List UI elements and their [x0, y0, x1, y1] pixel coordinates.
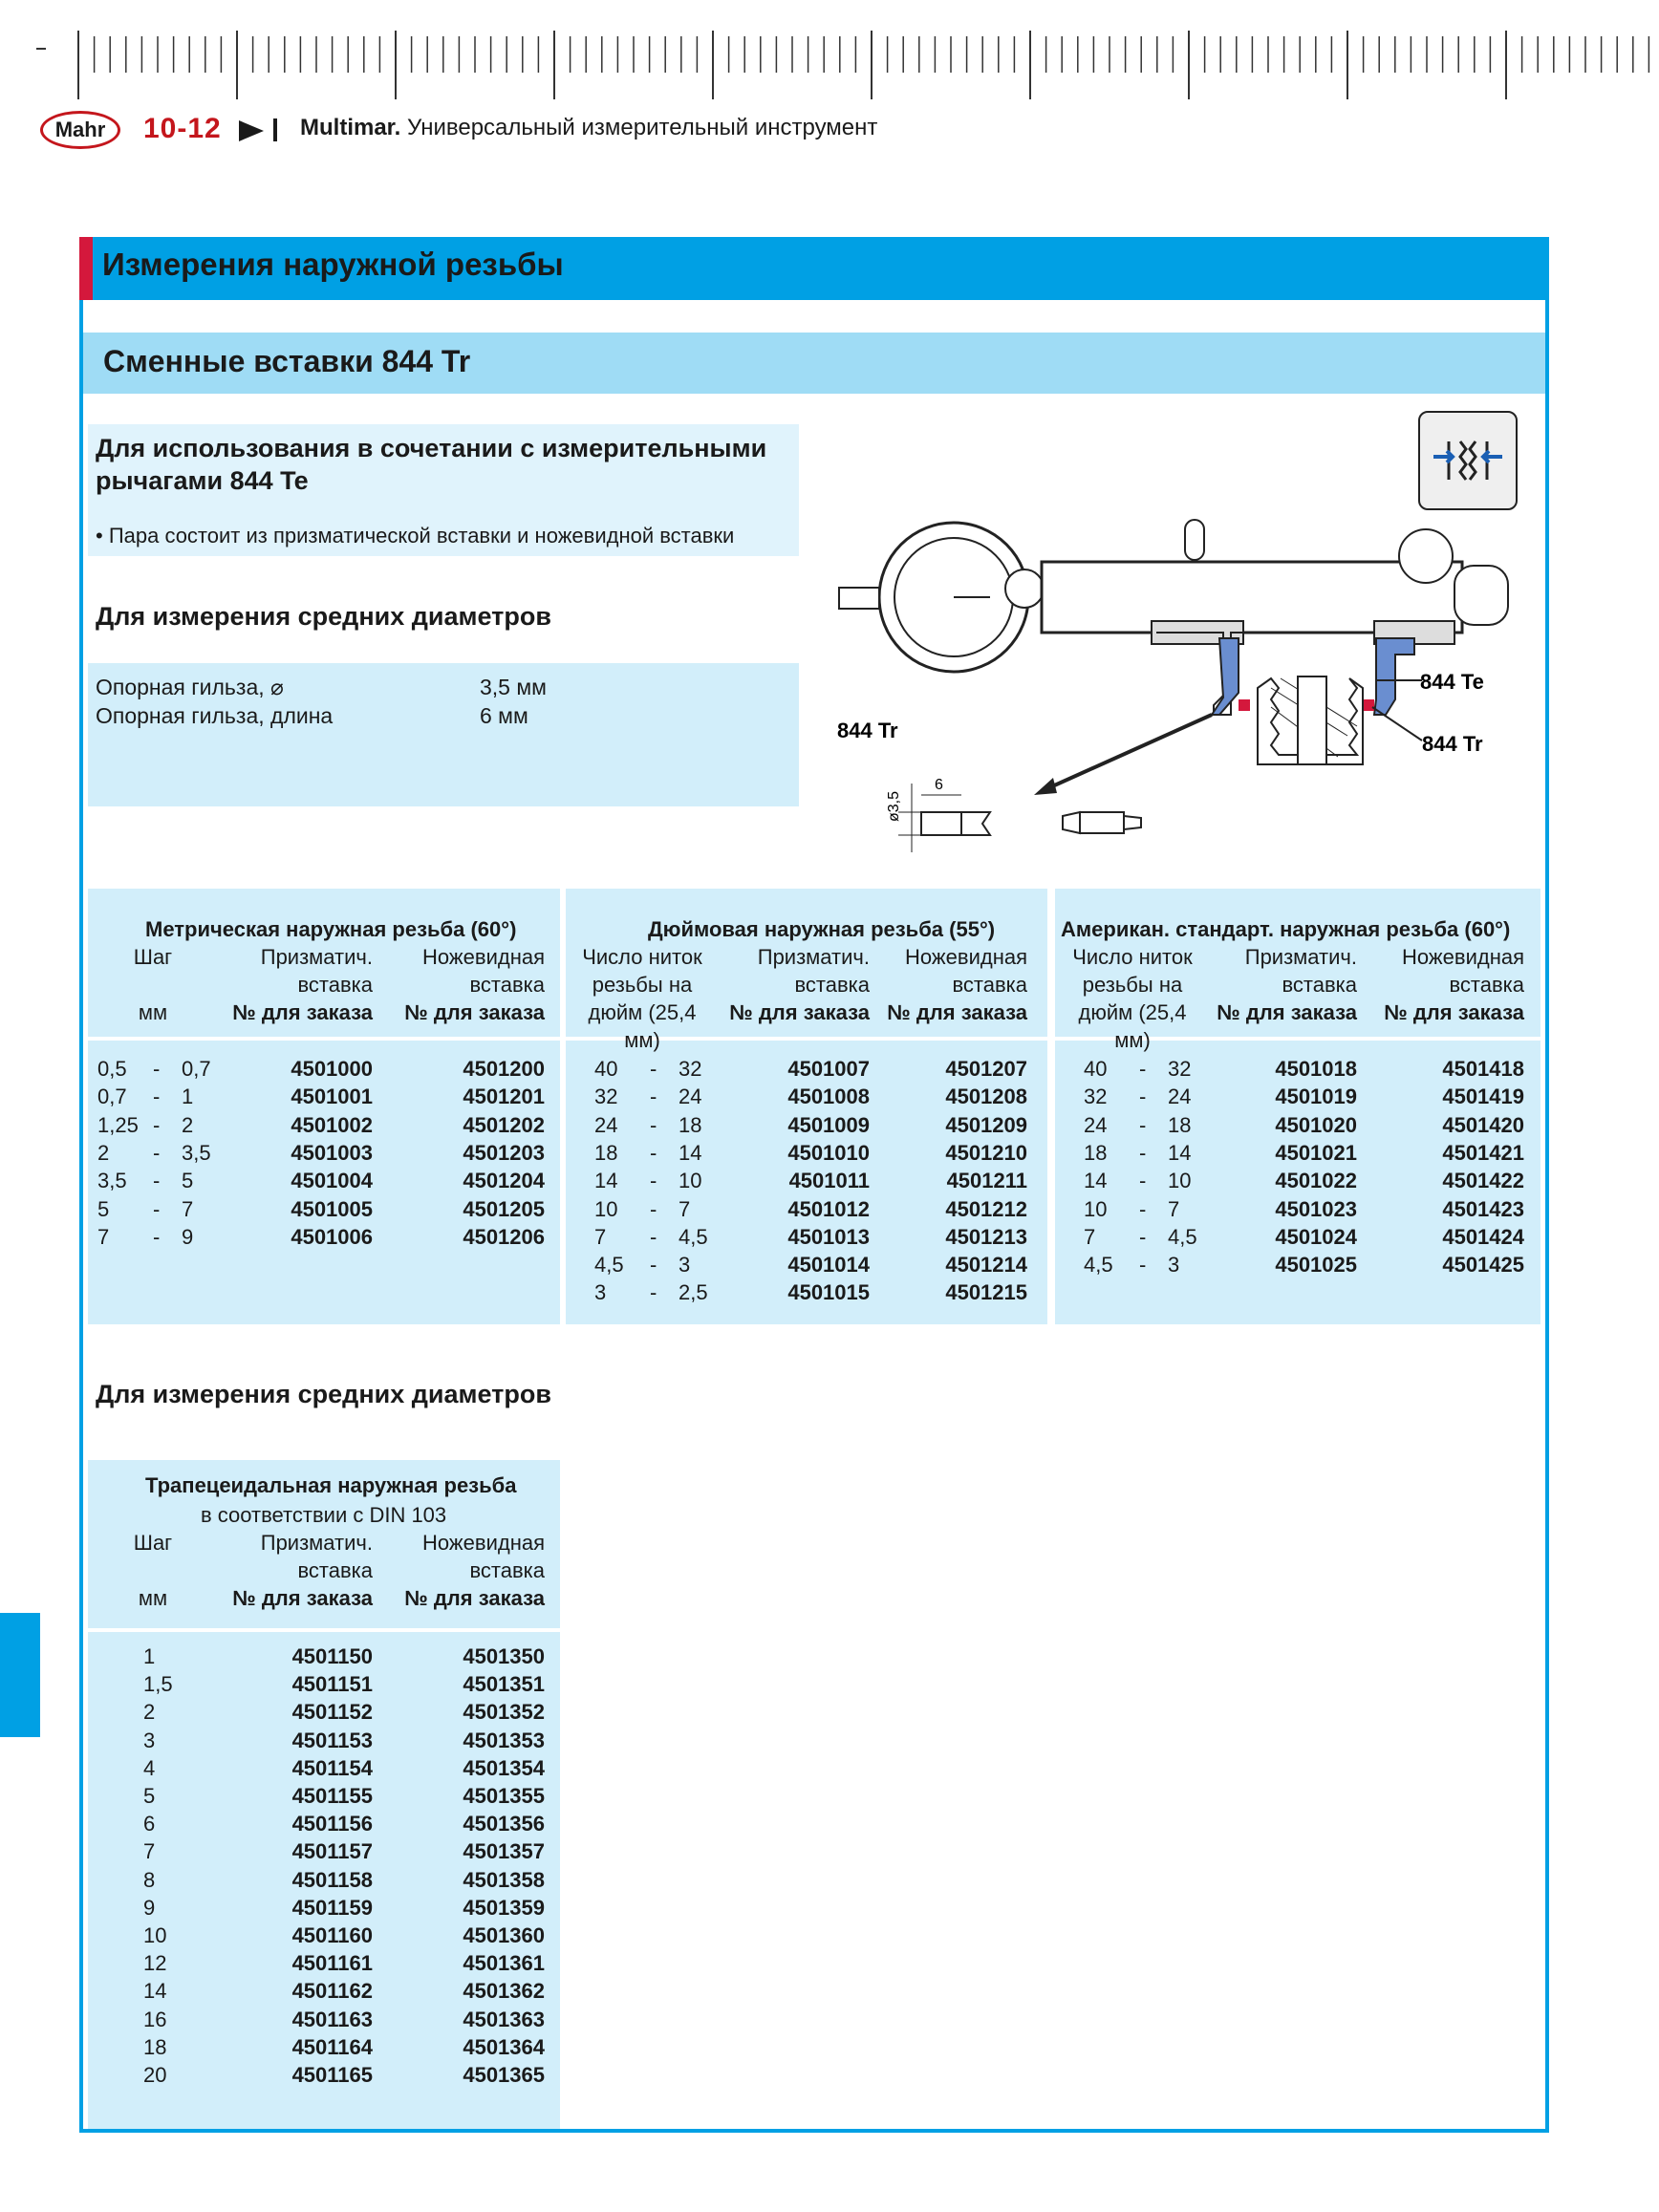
trapezoid-knife-order-no: 4501365 [463, 2063, 545, 2087]
american-knife-order-no: 4501419 [1442, 1085, 1524, 1109]
trapezoid-pitch: 2 [143, 1700, 156, 1725]
table-row [0, 1810, 573, 1837]
inch-col3-header: вставка [952, 973, 1027, 997]
inch-range-from: 32 [594, 1085, 618, 1109]
metric-col2-header: вставка [297, 973, 373, 997]
trapezoid-prism-order-no: 4501160 [291, 1923, 373, 1947]
trapezoid-knife-order-no: 4501356 [463, 1812, 545, 1836]
table-row [0, 1139, 1659, 1167]
trapezoid-prism-order-no: 4501162 [291, 1979, 373, 2004]
trapezoid-pitch: 14 [143, 1979, 167, 2004]
trapezoid-prism-order-no: 4501157 [291, 1839, 373, 1864]
metric-range-to: 9 [182, 1224, 194, 1249]
american-knife-order-no: 4501418 [1442, 1057, 1524, 1081]
header-title [300, 115, 877, 141]
trapezoid-prism-order-no: 4501155 [291, 1784, 373, 1808]
inch-range-dash: - [650, 1140, 657, 1165]
left-insert-marker [1239, 699, 1250, 711]
inch-prism-order-no: 4501013 [787, 1224, 870, 1249]
right-insert-marker [1363, 699, 1374, 711]
trapezoid-knife-order-no: 4501361 [463, 1951, 545, 1976]
inch-range-to: 2,5 [679, 1280, 708, 1305]
workpiece-bore [1298, 676, 1326, 764]
thread-measure-icon [1418, 411, 1518, 510]
usage-heading: Для использования в сочетании с измерительными рычагами 844 Te [96, 434, 767, 495]
american-range-to: 32 [1168, 1057, 1192, 1081]
gauge-stem [839, 588, 879, 609]
subsection-title: Сменные вставки 844 Tr [103, 344, 471, 378]
inch-knife-order-no: 4501211 [946, 1169, 1027, 1193]
inch-range-from: 4,5 [594, 1253, 624, 1278]
metric-range-from: 7 [97, 1224, 110, 1249]
table-row [0, 1278, 1659, 1306]
trapezoid-col1-header: Шаг [133, 1531, 173, 1555]
metric-range-dash: - [153, 1224, 161, 1249]
product-description: Универсальный измерительный инструмент [407, 115, 878, 140]
metric-range-dash: - [153, 1196, 161, 1221]
spec-value-diameter: 3,5 мм [480, 675, 547, 699]
metric-range-to: 5 [182, 1169, 194, 1193]
american-range-to: 10 [1168, 1169, 1192, 1193]
table-row [0, 2033, 573, 2061]
dim-diameter: ø3,5 [886, 790, 902, 822]
trapezoid-col2-header: № для заказа [232, 1586, 373, 1610]
inch-title: Дюймовая наружная резьба (55°) [648, 917, 996, 941]
american-col2-header: Призматич. [1244, 945, 1357, 969]
trapezoid-knife-order-no: 4501363 [463, 2007, 545, 2031]
trapezoid-knife-order-no: 4501364 [463, 2034, 545, 2059]
american-range-to: 14 [1168, 1140, 1192, 1165]
trapezoid-col3-header: Ножевидная [422, 1531, 545, 1555]
american-range-from: 4,5 [1084, 1253, 1113, 1278]
inch-range-from: 40 [594, 1057, 618, 1081]
american-range-dash: - [1139, 1140, 1147, 1165]
american-col1-header: дюйм (25,4 мм) [1078, 1000, 1187, 1052]
inch-knife-order-no: 4501207 [945, 1057, 1027, 1081]
trapezoid-knife-order-no: 4501355 [463, 1784, 545, 1808]
trapezoid-heading: Для измерения средних диаметров [96, 1380, 551, 1408]
trapezoid-pitch: 4 [143, 1755, 156, 1780]
american-range-from: 18 [1084, 1140, 1108, 1165]
section-title: Измерения наружной резьбы [102, 247, 564, 282]
inch-knife-order-no: 4501214 [945, 1253, 1027, 1278]
trapezoid-prism-order-no: 4501153 [291, 1728, 373, 1752]
american-range-to: 4,5 [1168, 1224, 1197, 1249]
american-col2-header: вставка [1282, 973, 1357, 997]
pitch-heading: Для измерения средних диаметров [96, 602, 551, 631]
american-knife-order-no: 4501424 [1442, 1224, 1524, 1249]
arrow-bar-icon [273, 118, 277, 141]
american-range-from: 7 [1084, 1224, 1096, 1249]
trapezoid-knife-order-no: 4501362 [463, 1979, 545, 2004]
inch-range-from: 7 [594, 1224, 607, 1249]
american-prism-order-no: 4501018 [1275, 1057, 1357, 1081]
insert-sketch-left [921, 812, 961, 835]
inch-range-from: 3 [594, 1280, 607, 1305]
table-row [0, 1837, 573, 1865]
table-header-divider [88, 1037, 1540, 1041]
inch-range-to: 10 [679, 1169, 702, 1193]
american-col1-header: Число ниток [1072, 945, 1193, 969]
metric-range-dash: - [153, 1085, 161, 1109]
metric-range-dash: - [153, 1169, 161, 1193]
inch-prism-order-no: 4501008 [787, 1085, 870, 1109]
metric-knife-order-no: 4501204 [463, 1169, 545, 1193]
trapezoid-pitch: 9 [143, 1895, 156, 1920]
trapezoid-prism-order-no: 4501154 [291, 1755, 373, 1780]
american-col3-header: № для заказа [1384, 1000, 1524, 1024]
american-range-to: 7 [1168, 1196, 1180, 1221]
inch-knife-order-no: 4501209 [945, 1112, 1027, 1137]
table-row [0, 1167, 1659, 1194]
american-range-dash: - [1139, 1085, 1147, 1109]
metric-prism-order-no: 4501004 [291, 1169, 373, 1193]
trapezoid-knife-order-no: 4501357 [463, 1839, 545, 1864]
metric-prism-order-no: 4501002 [291, 1112, 373, 1137]
metric-knife-order-no: 4501203 [463, 1140, 545, 1165]
table-row [0, 1055, 1659, 1083]
insert-pointer-arrow [1042, 715, 1212, 791]
inch-range-dash: - [650, 1085, 657, 1109]
table-row [0, 1083, 1659, 1110]
trapezoid-knife-order-no: 4501352 [463, 1700, 545, 1725]
metric-range-from: 2 [97, 1140, 110, 1165]
metric-prism-order-no: 4501003 [291, 1140, 373, 1165]
inch-range-dash: - [650, 1224, 657, 1249]
inch-range-dash: - [650, 1169, 657, 1193]
spec-label-length: Опорная гильза, длина [96, 703, 334, 728]
table-row [0, 2061, 573, 2089]
inch-prism-order-no: 4501010 [787, 1140, 870, 1165]
trapezoid-pitch: 12 [143, 1951, 167, 1976]
american-prism-order-no: 4501024 [1275, 1224, 1357, 1249]
american-range-dash: - [1139, 1057, 1147, 1081]
table-row [0, 1643, 573, 1670]
trapezoid-header-divider [88, 1628, 560, 1632]
inch-prism-order-no: 4501012 [787, 1196, 870, 1221]
trapezoid-knife-order-no: 4501351 [463, 1672, 545, 1697]
inch-range-dash: - [650, 1196, 657, 1221]
trapezoid-knife-order-no: 4501350 [463, 1644, 545, 1668]
spec-value-length: 6 мм [480, 703, 528, 728]
trapezoid-pitch: 1 [143, 1644, 156, 1668]
american-range-from: 14 [1084, 1169, 1108, 1193]
page-number: 10-12 [143, 113, 222, 144]
trapezoid-col1-header: мм [138, 1586, 168, 1610]
page-ruler [0, 29, 1659, 105]
inch-range-to: 18 [679, 1112, 702, 1137]
table-row [0, 1195, 1659, 1223]
trapezoid-pitch: 6 [143, 1812, 156, 1836]
american-prism-order-no: 4501019 [1275, 1085, 1357, 1109]
lock-knob [1399, 529, 1453, 583]
inch-range-dash: - [650, 1057, 657, 1081]
dim-length: 6 [935, 777, 943, 793]
trapezoid-prism-order-no: 4501163 [291, 2007, 373, 2031]
table-row [0, 2006, 573, 2033]
table-row [0, 1922, 573, 1949]
trapezoid-pitch: 20 [143, 2063, 167, 2087]
inch-range-to: 4,5 [679, 1224, 708, 1249]
table-row [0, 1949, 573, 1977]
metric-prism-order-no: 4501005 [291, 1196, 373, 1221]
insert-sketch-right [1080, 812, 1124, 833]
american-prism-order-no: 4501025 [1275, 1253, 1357, 1278]
trapezoid-col2-header: Призматич. [260, 1531, 373, 1555]
metric-knife-order-no: 4501201 [463, 1085, 545, 1109]
metric-knife-order-no: 4501205 [463, 1196, 545, 1221]
inch-range-to: 3 [679, 1253, 691, 1278]
metric-range-dash: - [153, 1112, 161, 1137]
trapezoid-prism-order-no: 4501161 [291, 1951, 373, 1976]
american-knife-order-no: 4501425 [1442, 1253, 1524, 1278]
metric-col2-header: № для заказа [232, 1000, 373, 1024]
chapter-tab [0, 1613, 40, 1737]
instrument-diagram [822, 497, 1529, 860]
metric-prism-order-no: 4501001 [291, 1085, 373, 1109]
table-row [0, 1894, 573, 1922]
table-row [0, 1754, 573, 1782]
metric-range-dash: - [153, 1057, 161, 1081]
american-knife-order-no: 4501421 [1442, 1140, 1524, 1165]
metric-title: Метрическая наружная резьба (60°) [145, 917, 517, 941]
american-range-to: 18 [1168, 1112, 1192, 1137]
american-prism-order-no: 4501023 [1275, 1196, 1357, 1221]
trapezoid-pitch: 1,5 [143, 1672, 173, 1697]
trapezoid-knife-order-no: 4501359 [463, 1895, 545, 1920]
metric-prism-order-no: 4501006 [291, 1224, 373, 1249]
label-844tr-right: 844 Tr [1422, 732, 1483, 756]
trapezoid-pitch: 18 [143, 2034, 167, 2059]
brand-logo-text: Mahr [54, 118, 106, 141]
inch-col2-header: Призматич. [757, 945, 870, 969]
american-knife-order-no: 4501422 [1442, 1169, 1524, 1193]
american-col2-header: № для заказа [1217, 1000, 1357, 1024]
metric-col1-header: мм [138, 1000, 168, 1024]
trapezoid-prism-order-no: 4501164 [291, 2034, 373, 2059]
trapezoid-knife-order-no: 4501354 [463, 1755, 545, 1780]
trapezoid-col2-header: вставка [297, 1558, 373, 1582]
table-row [0, 1251, 1659, 1278]
trapezoid-prism-order-no: 4501159 [291, 1895, 373, 1920]
handle-knob [1185, 520, 1204, 560]
inch-range-dash: - [650, 1280, 657, 1305]
american-range-to: 24 [1168, 1085, 1192, 1109]
inch-prism-order-no: 4501015 [787, 1280, 870, 1305]
metric-range-to: 7 [182, 1196, 194, 1221]
metric-range-from: 0,5 [97, 1057, 127, 1081]
table-row [0, 1223, 1659, 1251]
inch-col1-header: дюйм (25,4 мм) [588, 1000, 697, 1052]
brand-logo [40, 111, 120, 149]
section-title-accent [79, 237, 93, 300]
right-lever-arm [1374, 638, 1414, 715]
trapezoid-prism-order-no: 4501150 [291, 1644, 373, 1668]
metric-range-dash: - [153, 1140, 161, 1165]
table-row [0, 1727, 573, 1754]
trapezoid-prism-order-no: 4501156 [291, 1812, 373, 1836]
table-row [0, 1670, 573, 1698]
inch-knife-order-no: 4501213 [945, 1224, 1027, 1249]
inch-prism-order-no: 4501007 [787, 1057, 870, 1081]
inch-knife-order-no: 4501215 [945, 1280, 1027, 1305]
inch-prism-order-no: 4501009 [787, 1112, 870, 1137]
metric-range-to: 2 [182, 1112, 194, 1137]
trapezoid-col3-header: № для заказа [404, 1586, 545, 1610]
american-prism-order-no: 4501020 [1275, 1112, 1357, 1137]
table-row [0, 1866, 573, 1894]
inch-range-from: 24 [594, 1112, 618, 1137]
american-col3-header: Ножевидная [1402, 945, 1524, 969]
american-range-dash: - [1139, 1169, 1147, 1193]
table-row [0, 1977, 573, 2005]
american-title: Американ. стандарт. наружная резьба (60°) [1061, 917, 1511, 941]
american-col3-header: вставка [1449, 973, 1524, 997]
metric-range-from: 5 [97, 1196, 110, 1221]
american-range-to: 3 [1168, 1253, 1180, 1278]
american-range-from: 32 [1084, 1085, 1108, 1109]
trapezoid-title: Трапецеидальная наружная резьба [145, 1473, 517, 1497]
inch-col2-header: № для заказа [729, 1000, 870, 1024]
american-range-dash: - [1139, 1224, 1147, 1249]
table-row [0, 1111, 1659, 1139]
trapezoid-subtitle: в соответствии с DIN 103 [201, 1503, 447, 1527]
metric-knife-order-no: 4501202 [463, 1112, 545, 1137]
metric-col1-header: Шаг [133, 945, 173, 969]
trapezoid-col3-header: вставка [469, 1558, 545, 1582]
product-name: Multimar. [300, 115, 401, 140]
metric-range-to: 3,5 [182, 1140, 211, 1165]
american-range-from: 10 [1084, 1196, 1108, 1221]
trapezoid-prism-order-no: 4501152 [291, 1700, 373, 1725]
american-range-dash: - [1139, 1253, 1147, 1278]
play-arrow-icon [239, 120, 264, 141]
american-range-from: 24 [1084, 1112, 1108, 1137]
metric-range-to: 0,7 [182, 1057, 211, 1081]
inch-col3-header: Ножевидная [905, 945, 1027, 969]
inch-knife-order-no: 4501208 [945, 1085, 1027, 1109]
american-range-from: 40 [1084, 1057, 1108, 1081]
metric-knife-order-no: 4501206 [463, 1224, 545, 1249]
metric-col3-header: вставка [469, 973, 545, 997]
trapezoid-pitch: 5 [143, 1784, 156, 1808]
label-844tr-left: 844 Tr [837, 719, 898, 742]
bar-end [1454, 566, 1508, 625]
trapezoid-knife-order-no: 4501360 [463, 1923, 545, 1947]
gauge-clamp [1005, 569, 1044, 608]
inch-range-to: 7 [679, 1196, 691, 1221]
inch-prism-order-no: 4501014 [787, 1253, 870, 1278]
trapezoid-pitch: 8 [143, 1867, 156, 1892]
american-col1-header: резьбы на [1082, 973, 1183, 997]
american-prism-order-no: 4501021 [1275, 1140, 1357, 1165]
inch-range-dash: - [650, 1253, 657, 1278]
inch-col3-header: № для заказа [887, 1000, 1027, 1024]
inch-range-from: 18 [594, 1140, 618, 1165]
trapezoid-prism-order-no: 4501165 [291, 2063, 373, 2087]
metric-range-from: 0,7 [97, 1085, 127, 1109]
inch-prism-order-no: 4501011 [788, 1169, 870, 1193]
trapezoid-prism-order-no: 4501158 [291, 1867, 373, 1892]
metric-col3-header: № для заказа [404, 1000, 545, 1024]
trapezoid-pitch: 3 [143, 1728, 156, 1752]
inch-col1-header: Число ниток [582, 945, 702, 969]
table-row [0, 1782, 573, 1810]
inch-range-from: 10 [594, 1196, 618, 1221]
metric-range-from: 3,5 [97, 1169, 127, 1193]
trapezoid-knife-order-no: 4501358 [463, 1867, 545, 1892]
trapezoid-knife-order-no: 4501353 [463, 1728, 545, 1752]
spec-label-diameter: Опорная гильза, ⌀ [96, 675, 284, 699]
metric-col3-header: Ножевидная [422, 945, 545, 969]
metric-range-to: 1 [182, 1085, 194, 1109]
inch-range-to: 24 [679, 1085, 702, 1109]
metric-knife-order-no: 4501200 [463, 1057, 545, 1081]
trapezoid-prism-order-no: 4501151 [291, 1672, 373, 1697]
inch-range-to: 14 [679, 1140, 702, 1165]
inch-range-dash: - [650, 1112, 657, 1137]
metric-range-from: 1,25 [97, 1112, 139, 1137]
trapezoid-pitch: 16 [143, 2007, 167, 2031]
inch-col1-header: резьбы на [592, 973, 693, 997]
label-844te: 844 Te [1420, 670, 1484, 694]
american-knife-order-no: 4501423 [1442, 1196, 1524, 1221]
trapezoid-pitch: 10 [143, 1923, 167, 1947]
inch-range-from: 14 [594, 1169, 618, 1193]
metric-prism-order-no: 4501000 [291, 1057, 373, 1081]
american-knife-order-no: 4501420 [1442, 1112, 1524, 1137]
metric-col2-header: Призматич. [260, 945, 373, 969]
table-row [0, 1698, 573, 1726]
usage-bullet: • Пара состоит из призматической вставки и ножевидной вставки [96, 524, 735, 548]
american-range-dash: - [1139, 1196, 1147, 1221]
inch-knife-order-no: 4501210 [945, 1140, 1027, 1165]
american-range-dash: - [1139, 1112, 1147, 1137]
american-prism-order-no: 4501022 [1275, 1169, 1357, 1193]
inch-knife-order-no: 4501212 [945, 1196, 1027, 1221]
trapezoid-pitch: 7 [143, 1839, 156, 1864]
inch-col2-header: вставка [794, 973, 870, 997]
inch-range-to: 32 [679, 1057, 702, 1081]
